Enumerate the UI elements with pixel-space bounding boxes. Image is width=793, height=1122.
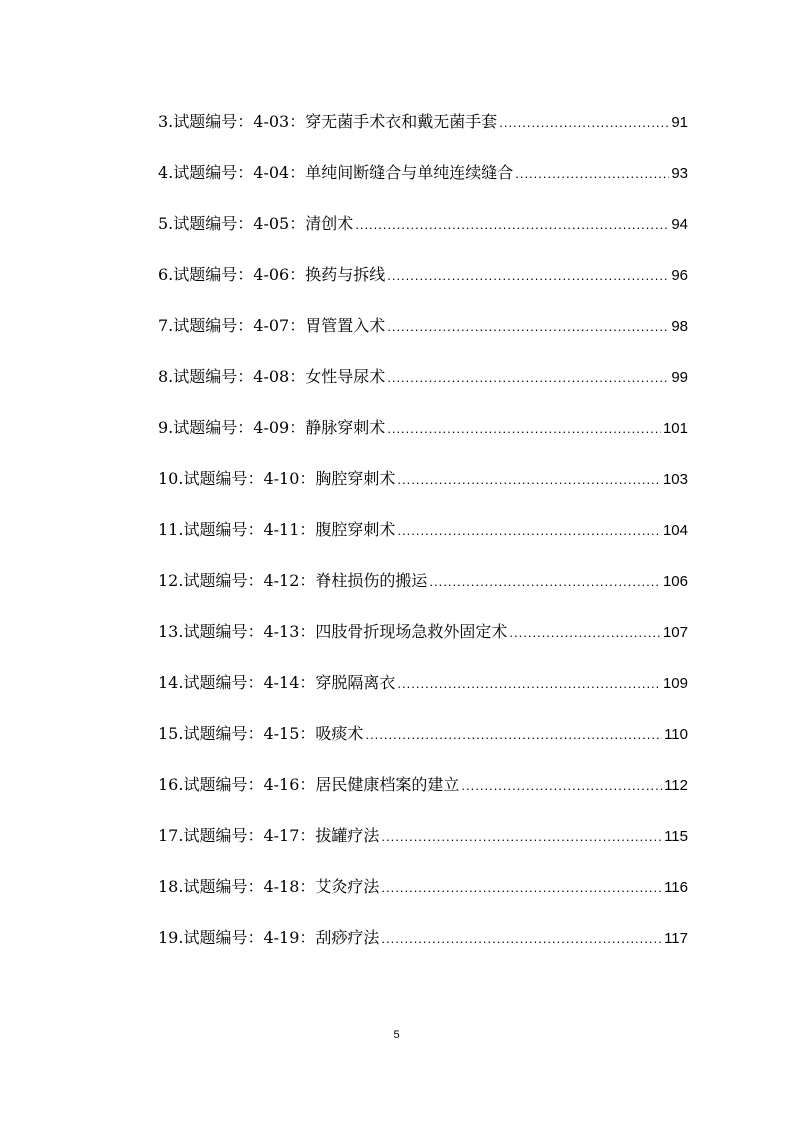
toc-entry-page: 101 [662, 420, 688, 437]
toc-entry[interactable] [158, 110, 688, 161]
toc-entry-page: 104 [662, 522, 688, 539]
toc-entry-page: 99 [671, 369, 688, 386]
toc-entry-page: 94 [671, 216, 688, 233]
toc-entry-title: 3.试题编号：4-03：穿无菌手术衣和戴无菌手套 [158, 112, 498, 131]
toc-entry[interactable] [158, 875, 688, 926]
toc-entry[interactable] [158, 161, 688, 212]
toc-entry-title: 6.试题编号：4-06：换药与拆线 [158, 265, 386, 284]
toc-entry[interactable] [158, 365, 688, 416]
toc-dot-leader [387, 417, 661, 441]
toc-entry-title: 12.试题编号：4-12：脊柱损伤的搬运 [158, 571, 428, 590]
toc-dot-leader [387, 315, 669, 339]
toc-entry[interactable] [158, 212, 688, 263]
toc-dot-leader [381, 825, 662, 849]
toc-entry[interactable] [158, 467, 688, 518]
toc-entry-page: 96 [671, 267, 688, 284]
toc-entry-title: 4.试题编号：4-04：单纯间断缝合与单纯连续缝合 [158, 163, 514, 182]
toc-entry[interactable] [158, 620, 688, 671]
toc-entry-page: 106 [662, 573, 688, 590]
toc-entry[interactable] [158, 314, 688, 365]
toc-entry[interactable] [158, 926, 688, 977]
toc-entry-title: 15.试题编号：4-15：吸痰术 [158, 724, 364, 743]
toc-entry-title: 16.试题编号：4-16：居民健康档案的建立 [158, 775, 460, 794]
toc-dot-leader [499, 111, 669, 135]
toc-entry[interactable] [158, 824, 688, 875]
toc-entry[interactable] [158, 263, 688, 314]
toc-entry-page: 98 [671, 318, 688, 335]
toc-dot-leader [509, 621, 661, 645]
toc-entry-page: 115 [664, 828, 688, 845]
toc-entry-title: 8.试题编号：4-08：女性导尿术 [158, 367, 386, 386]
toc-entry-title: 9.试题编号：4-09：静脉穿刺术 [158, 418, 386, 437]
toc-entry-title: 11.试题编号：4-11：腹腔穿刺术 [158, 520, 396, 539]
toc-entry-title: 19.试题编号：4-19：刮痧疗法 [158, 928, 380, 947]
toc-entry-page: 112 [664, 777, 688, 794]
toc-dot-leader [397, 468, 661, 492]
toc-entry[interactable] [158, 671, 688, 722]
toc-entry-page: 117 [664, 930, 688, 947]
toc-dot-leader [381, 876, 662, 900]
toc-dot-leader [397, 672, 661, 696]
toc-dot-leader [397, 519, 661, 543]
toc-entry-title: 10.试题编号：4-10：胸腔穿刺术 [158, 469, 396, 488]
toc-entry-title: 14.试题编号：4-14：穿脱隔离衣 [158, 673, 396, 692]
toc-entry-page: 116 [664, 879, 688, 896]
page-number: 5 [393, 1029, 400, 1041]
toc-entry[interactable] [158, 722, 688, 773]
table-of-contents [158, 110, 688, 977]
toc-dot-leader [429, 570, 661, 594]
toc-entry-title: 17.试题编号：4-17：拔罐疗法 [158, 826, 380, 845]
toc-entry-page: 109 [662, 675, 688, 692]
toc-dot-leader [355, 213, 669, 237]
toc-dot-leader [381, 927, 662, 951]
toc-entry-title: 5.试题编号：4-05：清创术 [158, 214, 354, 233]
toc-dot-leader [515, 162, 669, 186]
toc-entry-title: 18.试题编号：4-18：艾灸疗法 [158, 877, 380, 896]
toc-entry-page: 103 [662, 471, 688, 488]
toc-entry-page: 93 [671, 165, 688, 182]
toc-entry-page: 110 [664, 726, 688, 743]
toc-entry-title: 7.试题编号：4-07：胃管置入术 [158, 316, 386, 335]
toc-dot-leader [387, 264, 669, 288]
toc-entry-page: 91 [671, 114, 688, 131]
toc-entry-page: 107 [662, 624, 688, 641]
toc-dot-leader [365, 723, 662, 747]
toc-entry[interactable] [158, 569, 688, 620]
toc-entry-title: 13.试题编号：4-13：四肢骨折现场急救外固定术 [158, 622, 508, 641]
toc-entry[interactable] [158, 773, 688, 824]
toc-entry[interactable] [158, 518, 688, 569]
toc-dot-leader [461, 774, 662, 798]
toc-dot-leader [387, 366, 669, 390]
toc-entry[interactable] [158, 416, 688, 467]
